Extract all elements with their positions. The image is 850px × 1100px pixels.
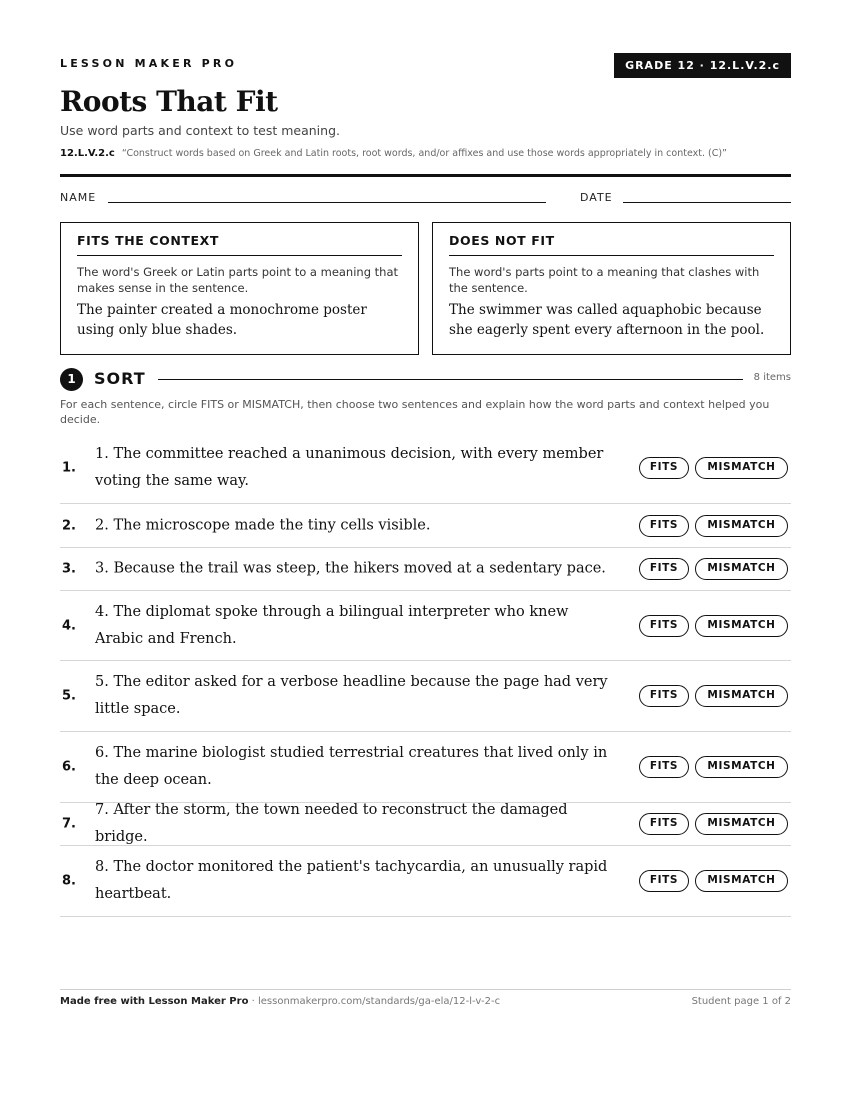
item-number: 6. — [62, 759, 76, 775]
page-subtitle: Use word parts and context to test meaning. — [60, 123, 340, 138]
list-item — [60, 661, 791, 732]
choice-group — [639, 558, 788, 580]
section-number-badge: 1 — [60, 368, 83, 391]
item-number: 3. — [62, 561, 76, 577]
item-number: 7. — [62, 816, 76, 832]
mismatch-choice[interactable]: MISMATCH — [695, 756, 788, 778]
fits-choice[interactable]: FITS — [639, 457, 689, 479]
footer-url[interactable]: · lessonmakerpro.com/standards/ga-ela/12-l-v-2-c — [251, 996, 501, 1007]
box-title: FITS THE CONTEXT — [77, 233, 402, 256]
choice-group — [639, 870, 788, 892]
list-item — [60, 732, 791, 803]
mismatch-choice[interactable]: MISMATCH — [695, 515, 788, 537]
item-sentence: 6. The marine biologist studied terrestrial creatures that lived only in the deep ocean. — [95, 745, 608, 788]
choice-group — [639, 756, 788, 778]
date-label: DATE — [580, 191, 613, 204]
mismatch-choice[interactable]: MISMATCH — [695, 615, 788, 637]
mismatch-choice[interactable]: MISMATCH — [695, 813, 788, 835]
item-list — [60, 433, 791, 917]
list-item — [60, 591, 791, 661]
fits-choice[interactable]: FITS — [639, 813, 689, 835]
choice-group — [639, 615, 788, 637]
fits-choice[interactable]: FITS — [639, 685, 689, 707]
footer-made-with: Made free with Lesson Maker Pro — [60, 996, 249, 1007]
item-count: 8 items — [753, 372, 791, 383]
box-description: The word's Greek or Latin parts point to a meaning that makes sense in the sentence. — [77, 265, 399, 295]
mismatch-choice[interactable]: MISMATCH — [695, 558, 788, 580]
section-title: SORT — [94, 369, 146, 388]
section-divider — [158, 379, 743, 380]
does-not-fit-box — [432, 222, 791, 355]
list-item — [60, 548, 791, 591]
section-instructions: For each sentence, circle FITS or MISMATCH, then choose two sentences and explain how the word parts and context helped you decide. — [60, 398, 770, 426]
fits-choice[interactable]: FITS — [639, 870, 689, 892]
footer-page-number: Student page 1 of 2 — [691, 996, 791, 1007]
box-description: The word's parts point to a meaning that clashes with the sentence. — [449, 265, 760, 295]
footer-divider — [60, 989, 791, 990]
item-number: 1. — [62, 460, 76, 476]
grade-badge: GRADE 12 · 12.L.V.2.c — [614, 53, 791, 78]
list-item — [60, 433, 791, 504]
list-item — [60, 504, 791, 548]
list-item — [60, 846, 791, 917]
page-title: Roots That Fit — [60, 85, 278, 118]
choice-group — [639, 813, 788, 835]
brand-name: LESSON MAKER PRO — [60, 57, 238, 70]
mismatch-choice[interactable]: MISMATCH — [695, 457, 788, 479]
item-sentence: 2. The microscope made the tiny cells visible. — [95, 517, 431, 533]
name-field[interactable] — [108, 202, 546, 203]
item-number: 4. — [62, 618, 76, 633]
item-number: 2. — [62, 518, 76, 533]
item-sentence: 1. The committee reached a unanimous decision, with every member voting the same way. — [95, 446, 604, 489]
fits-choice[interactable]: FITS — [639, 515, 689, 537]
box-example: The swimmer was called aquaphobic because she eagerly spent every afternoon in the pool. — [449, 302, 765, 338]
item-number: 5. — [62, 688, 76, 704]
fits-choice[interactable]: FITS — [639, 615, 689, 637]
date-field[interactable] — [623, 202, 791, 203]
box-example: The painter created a monochrome poster using only blue shades. — [77, 302, 367, 338]
item-sentence: 8. The doctor monitored the patient's tachycardia, an unusually rapid heartbeat. — [95, 859, 608, 902]
list-item — [60, 803, 791, 846]
choice-group — [639, 685, 788, 707]
fits-choice[interactable]: FITS — [639, 756, 689, 778]
box-title: DOES NOT FIT — [449, 233, 774, 256]
header-divider — [60, 174, 791, 177]
section-header — [60, 367, 791, 391]
choice-group — [639, 515, 788, 537]
standard-line — [60, 148, 727, 159]
choice-group — [639, 457, 788, 479]
worksheet-page — [60, 0, 791, 1100]
item-sentence: 7. After the storm, the town needed to reconstruct the damaged bridge. — [95, 802, 568, 845]
item-sentence: 3. Because the trail was steep, the hikers moved at a sedentary pace. — [95, 560, 606, 577]
mismatch-choice[interactable]: MISMATCH — [695, 870, 788, 892]
mismatch-choice[interactable]: MISMATCH — [695, 685, 788, 707]
name-label: NAME — [60, 191, 97, 204]
item-sentence: 4. The diplomat spoke through a bilingual interpreter who knew Arabic and French. — [95, 603, 569, 647]
item-sentence: 5. The editor asked for a verbose headline because the page had very little space. — [95, 674, 608, 717]
standard-code: 12.L.V.2.c — [60, 148, 115, 159]
footer-credit — [60, 996, 500, 1007]
fits-context-box — [60, 222, 419, 355]
fits-choice[interactable]: FITS — [639, 558, 689, 580]
standard-text: “Construct words based on Greek and Latin roots, root words, and/or affixes and use those words appropriately in context. (C)” — [121, 148, 727, 159]
name-date-row — [60, 191, 791, 205]
item-number: 8. — [62, 873, 76, 889]
